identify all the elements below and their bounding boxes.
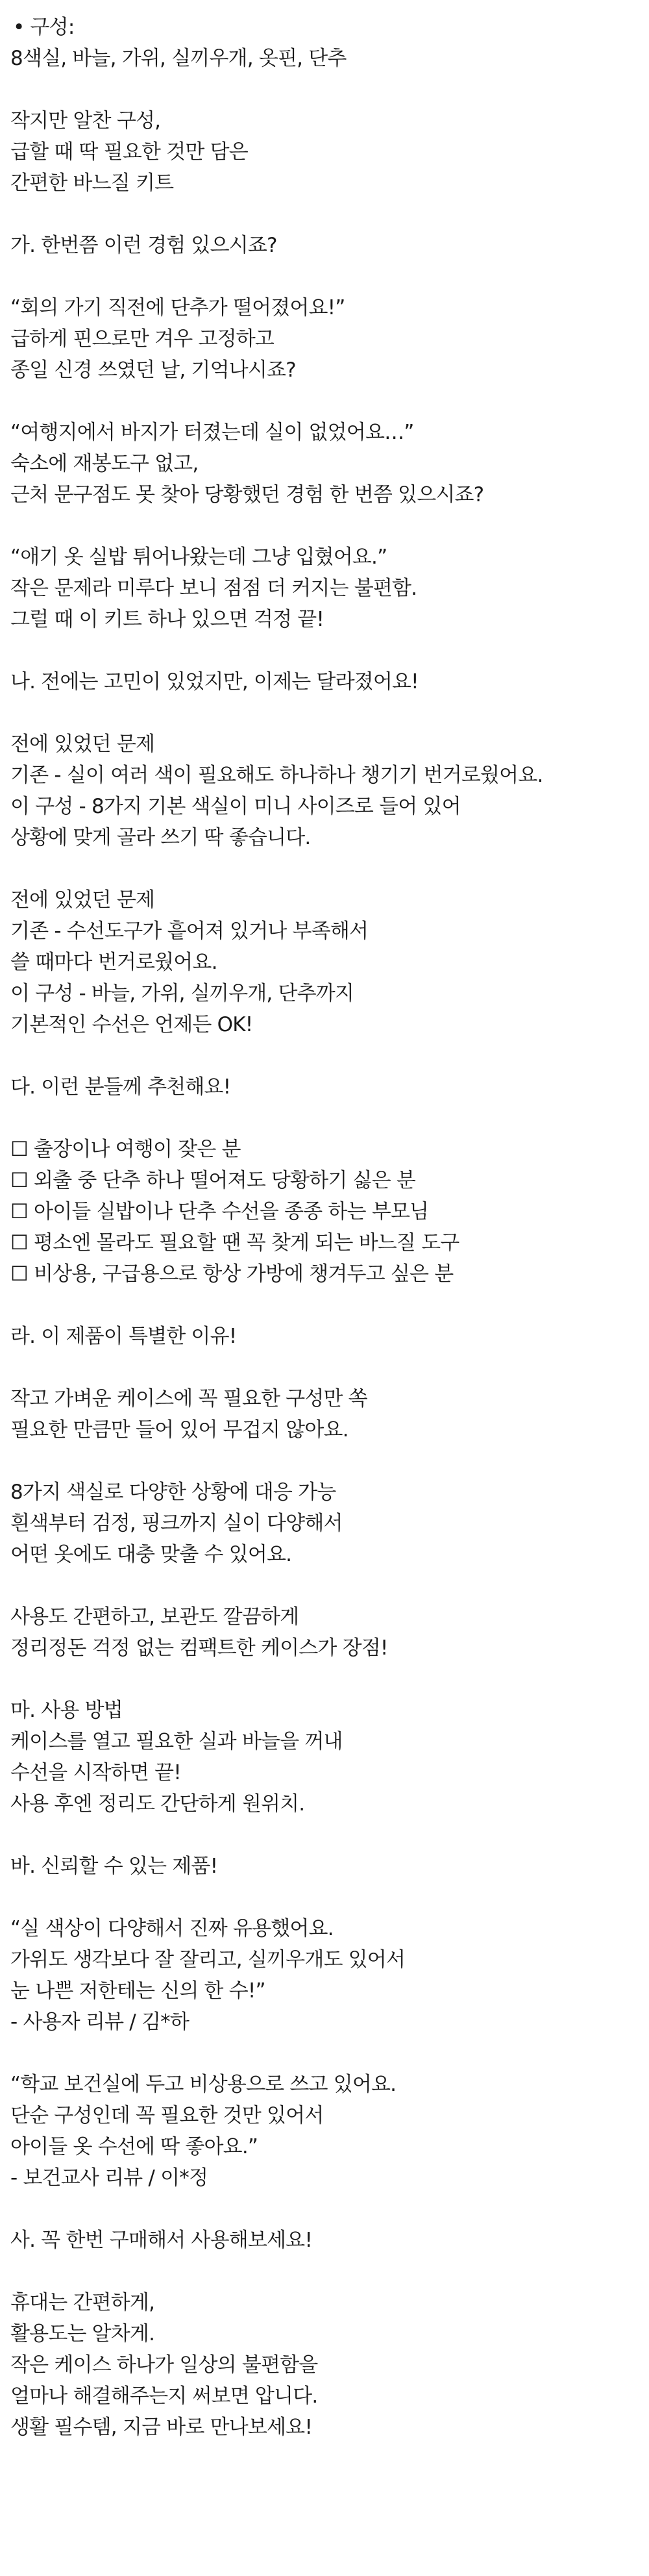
paragraph-block	[10, 105, 649, 199]
text-line: 쓸 때마다 번거로웠어요.	[10, 951, 217, 974]
text-line: - 보건교사 리뷰 / 이*정	[10, 2166, 208, 2190]
paragraph-gap	[10, 697, 649, 729]
paragraph-block	[10, 417, 649, 510]
paragraph-gap	[10, 199, 649, 230]
paragraph-gap	[10, 853, 649, 884]
text-line: • 구성:	[13, 16, 75, 39]
paragraph-block	[10, 1601, 649, 1664]
paragraph-block	[10, 1383, 649, 1445]
text-line: 간편한 바느질 키트	[10, 171, 174, 195]
text-line: 작은 문제라 미루다 보니 점점 더 커지는 불편함.	[10, 577, 417, 600]
text-line: 정리정돈 걱정 없는 컴팩트한 케이스가 장점!	[10, 1636, 388, 1660]
text-line: 라. 이 제품이 특별한 이유!	[10, 1325, 237, 1348]
paragraph-block	[10, 2225, 649, 2256]
paragraph-block	[10, 1071, 649, 1103]
text-line: 필요한 만큼만 들어 있어 무겁지 않아요.	[10, 1418, 349, 1442]
text-line: 다. 이런 분들께 추천해요!	[10, 1075, 231, 1099]
text-line: 나. 전에는 고민이 있었지만, 이제는 달라졌어요!	[10, 670, 419, 694]
text-line: “회의 가기 직전에 단추가 떨어졌어요!”	[10, 296, 345, 319]
text-line: ☐ 아이들 실밥이나 단추 수선을 종종 하는 부모님	[10, 1200, 429, 1223]
text-line: 근처 문구점도 못 찾아 당황했던 경험 한 번쯤 있으시죠?	[10, 483, 484, 506]
text-line: 급하게 핀으로만 겨우 고정하고	[10, 327, 275, 351]
text-line: 기본적인 수선은 언제든 OK!	[10, 1013, 253, 1036]
text-line: 눈 나쁜 저한테는 신의 한 수!”	[10, 1979, 265, 2003]
paragraph-block	[10, 1913, 649, 2038]
paragraph-gap	[10, 1103, 649, 1134]
text-line: 가위도 생각보다 잘 잘리고, 실끼우개도 있어서	[10, 1948, 406, 1971]
text-line: 기존 - 수선도구가 흩어져 있거나 부족해서	[10, 919, 369, 943]
text-line: 전에 있었던 문제	[10, 732, 155, 756]
paragraph-gap	[10, 635, 649, 666]
text-line: “여행지에서 바지가 터졌는데 실이 없었어요…”	[10, 421, 414, 444]
text-line: 그럴 때 이 키트 하나 있으면 걱정 끝!	[10, 608, 324, 631]
paragraph-block	[10, 1851, 649, 1882]
text-line: “실 색상이 다양해서 진짜 유용했어요.	[10, 1917, 334, 1940]
text-line: 이 구성 - 바늘, 가위, 실끼우개, 단추까지	[10, 982, 354, 1005]
paragraph-block	[10, 2069, 649, 2194]
text-line: 케이스를 열고 필요한 실과 바늘을 꺼내	[10, 1730, 343, 1753]
text-line: 아이들 옷 수선에 딱 좋아요.”	[10, 2135, 258, 2158]
paragraph-block	[10, 1695, 649, 1819]
text-line: 8가지 색실로 다양한 상황에 대응 가능	[10, 1481, 336, 1504]
paragraph-gap	[10, 1819, 649, 1851]
text-line: 흰색부터 검정, 핑크까지 실이 다양해서	[10, 1512, 343, 1535]
paragraph-block	[10, 12, 649, 74]
text-line: 수선을 시작하면 끝!	[10, 1761, 181, 1784]
paragraph-gap	[10, 1882, 649, 1913]
text-line: ☐ 출장이나 여행이 잦은 분	[10, 1138, 241, 1161]
text-line: 가. 한번쯤 이런 경험 있으시죠?	[10, 234, 277, 257]
text-line: ☐ 외출 중 단추 하나 떨어져도 당황하기 싫은 분	[10, 1169, 416, 1192]
paragraph-block	[10, 1321, 649, 1352]
text-line: 전에 있었던 문제	[10, 888, 155, 912]
paragraph-gap	[10, 510, 649, 542]
text-line: 상황에 맞게 골라 쓰기 딱 좋습니다.	[10, 826, 311, 849]
paragraph-block	[10, 292, 649, 386]
paragraph-gap	[10, 1570, 649, 1601]
text-line: 8색실, 바늘, 가위, 실끼우개, 옷핀, 단추	[10, 47, 347, 70]
text-line: 기존 - 실이 여러 색이 필요해도 하나하나 챙기기 번거로웠어요.	[10, 764, 543, 787]
text-line: 단순 구성인데 꼭 필요한 것만 있어서	[10, 2104, 324, 2127]
paragraph-block	[10, 2287, 649, 2443]
text-line: 휴대는 간편하게,	[10, 2291, 155, 2314]
text-line: - 사용자 리뷰 / 김*하	[10, 2010, 189, 2034]
paragraph-gap	[10, 2038, 649, 2069]
text-line: 작지만 알찬 구성,	[10, 109, 161, 132]
paragraph-block	[10, 1134, 649, 1290]
text-line: 어떤 옷에도 대충 맞출 수 있어요.	[10, 1543, 292, 1566]
text-line: 사용 후엔 정리도 간단하게 원위치.	[10, 1792, 305, 1816]
text-line: 작은 케이스 하나가 일상의 불편함을	[10, 2353, 318, 2377]
text-line: 이 구성 - 8가지 기본 색실이 미니 사이즈로 들어 있어	[10, 795, 461, 818]
paragraph-block	[10, 884, 649, 1040]
text-line: 활용도는 알차게.	[10, 2322, 155, 2345]
paragraph-gap	[10, 2256, 649, 2287]
paragraph-gap	[10, 1445, 649, 1477]
paragraph-block	[10, 666, 649, 697]
paragraph-block	[10, 230, 649, 261]
text-line: ☐ 평소엔 몰라도 필요할 땐 꼭 찾게 되는 바느질 도구	[10, 1231, 459, 1255]
text-line: 생활 필수템, 지금 바로 만나보세요!	[10, 2416, 312, 2439]
text-line: 얼마나 해결해주는지 써보면 압니다.	[10, 2384, 318, 2408]
text-line: 사. 꼭 한번 구매해서 사용해보세요!	[10, 2229, 312, 2252]
text-line: 작고 가벼운 케이스에 꼭 필요한 구성만 쏙	[10, 1387, 367, 1410]
paragraph-block	[10, 729, 649, 853]
text-line: ☐ 비상용, 구급용으로 항상 가방에 챙겨두고 싶은 분	[10, 1262, 454, 1286]
paragraph-gap	[10, 1664, 649, 1695]
paragraph-gap	[10, 1040, 649, 1071]
paragraph-block	[10, 542, 649, 635]
text-line: “학교 보건실에 두고 비상용으로 쓰고 있어요.	[10, 2073, 397, 2096]
paragraph-gap	[10, 261, 649, 292]
paragraph-gap	[10, 2194, 649, 2225]
paragraph-gap	[10, 1352, 649, 1383]
text-line: 종일 신경 쓰였던 날, 기억나시죠?	[10, 358, 296, 382]
text-line: 사용도 간편하고, 보관도 깔끔하게	[10, 1605, 299, 1629]
paragraph-gap	[10, 1290, 649, 1321]
text-line: 바. 신뢰할 수 있는 제품!	[10, 1855, 218, 1878]
text-line: 마. 사용 방법	[10, 1699, 123, 1722]
text-line: 급할 때 딱 필요한 것만 담은	[10, 140, 248, 164]
paragraph-gap	[10, 386, 649, 417]
paragraph-gap	[10, 74, 649, 105]
text-line: 숙소에 재봉도구 없고,	[10, 452, 199, 475]
text-line: “애기 옷 실밥 튀어나왔는데 그냥 입혔어요.”	[10, 545, 387, 569]
paragraph-block	[10, 1477, 649, 1570]
